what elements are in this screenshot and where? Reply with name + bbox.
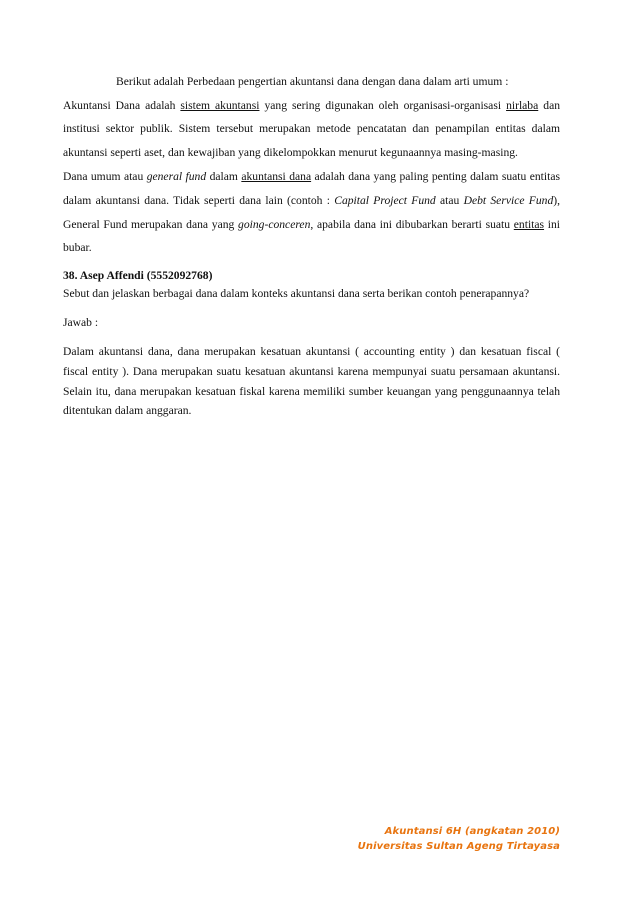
link-akuntansi-dana[interactable]: akuntansi dana xyxy=(241,169,312,183)
italic-term: going-conceren xyxy=(238,217,311,231)
text-span: Akuntansi Dana adalah xyxy=(63,98,181,112)
link-sistem-akuntansi[interactable]: sistem akuntansi xyxy=(180,98,260,112)
text-span: adalah dana yang paling penting dalam suatu entitas dalam akuntansi dana. Tidak seperti dana lain (contoh : xyxy=(63,169,560,207)
spacer xyxy=(63,304,560,313)
italic-term: Debt Service Fund xyxy=(463,193,554,207)
section-heading: 38. Asep Affendi (5552092768) xyxy=(63,269,213,283)
italic-term: Capital Project Fund xyxy=(334,193,436,207)
footer-line-2: Universitas Sultan Ageng Tirtayasa xyxy=(357,841,560,852)
answer-text: Dalam akuntansi dana, dana merupakan kesatuan akuntansi ( accounting entity ) dan kesatuan fiscal ( fiscal entity ). Dana merupakan suatu kesatuan akuntansi karena mempunyai suatu persamaan akuntansi. Selain itu, dana merupakan kesatuan fiskal karena memiliki sumber keuangan yang penggunaannya telah ditentukan dalam anggaran. xyxy=(63,345,560,418)
text-span: , apabila dana ini dibubarkan berarti suatu xyxy=(310,217,514,231)
text-span: atau xyxy=(435,193,464,207)
link-nirlaba[interactable]: nirlaba xyxy=(506,98,539,112)
text-span: Dana umum atau xyxy=(63,169,147,183)
intro-text: Berikut adalah Perbedaan pengertian akuntansi dana dengan dana dalam arti umum : xyxy=(116,75,509,88)
page-footer xyxy=(358,824,560,854)
text-span: ), General Fund merupakan dana yang xyxy=(63,193,561,231)
footer-line-1: Akuntansi 6H (angkatan 2010) xyxy=(384,826,560,837)
document-page xyxy=(63,70,560,421)
question-text: Sebut dan jelaskan berbagai dana dalam konteks akuntansi dana serta berikan contoh penerapannya? xyxy=(63,287,530,301)
text-span: dalam xyxy=(206,169,242,183)
italic-term: general fund xyxy=(146,169,207,183)
akuntansi-dana-paragraph xyxy=(63,94,560,165)
spacer xyxy=(63,332,560,342)
intro-line xyxy=(63,70,560,94)
spacer xyxy=(63,260,560,267)
text-span: yang sering digunakan oleh organisasi-organisasi xyxy=(259,98,507,112)
link-entitas[interactable]: entitas xyxy=(513,217,545,231)
jawab-label: Jawab : xyxy=(63,315,99,329)
text-span: ini bubar. xyxy=(63,217,561,255)
dana-umum-paragraph xyxy=(63,165,560,260)
text-span: dan institusi sektor publik. Sistem tersebut merupakan metode pencatatan dan penampilan entitas dalam akuntansi seperti aset, dan kewajiban yang dikelompokkan menurut kegunaannya masing-masing. xyxy=(63,98,561,160)
